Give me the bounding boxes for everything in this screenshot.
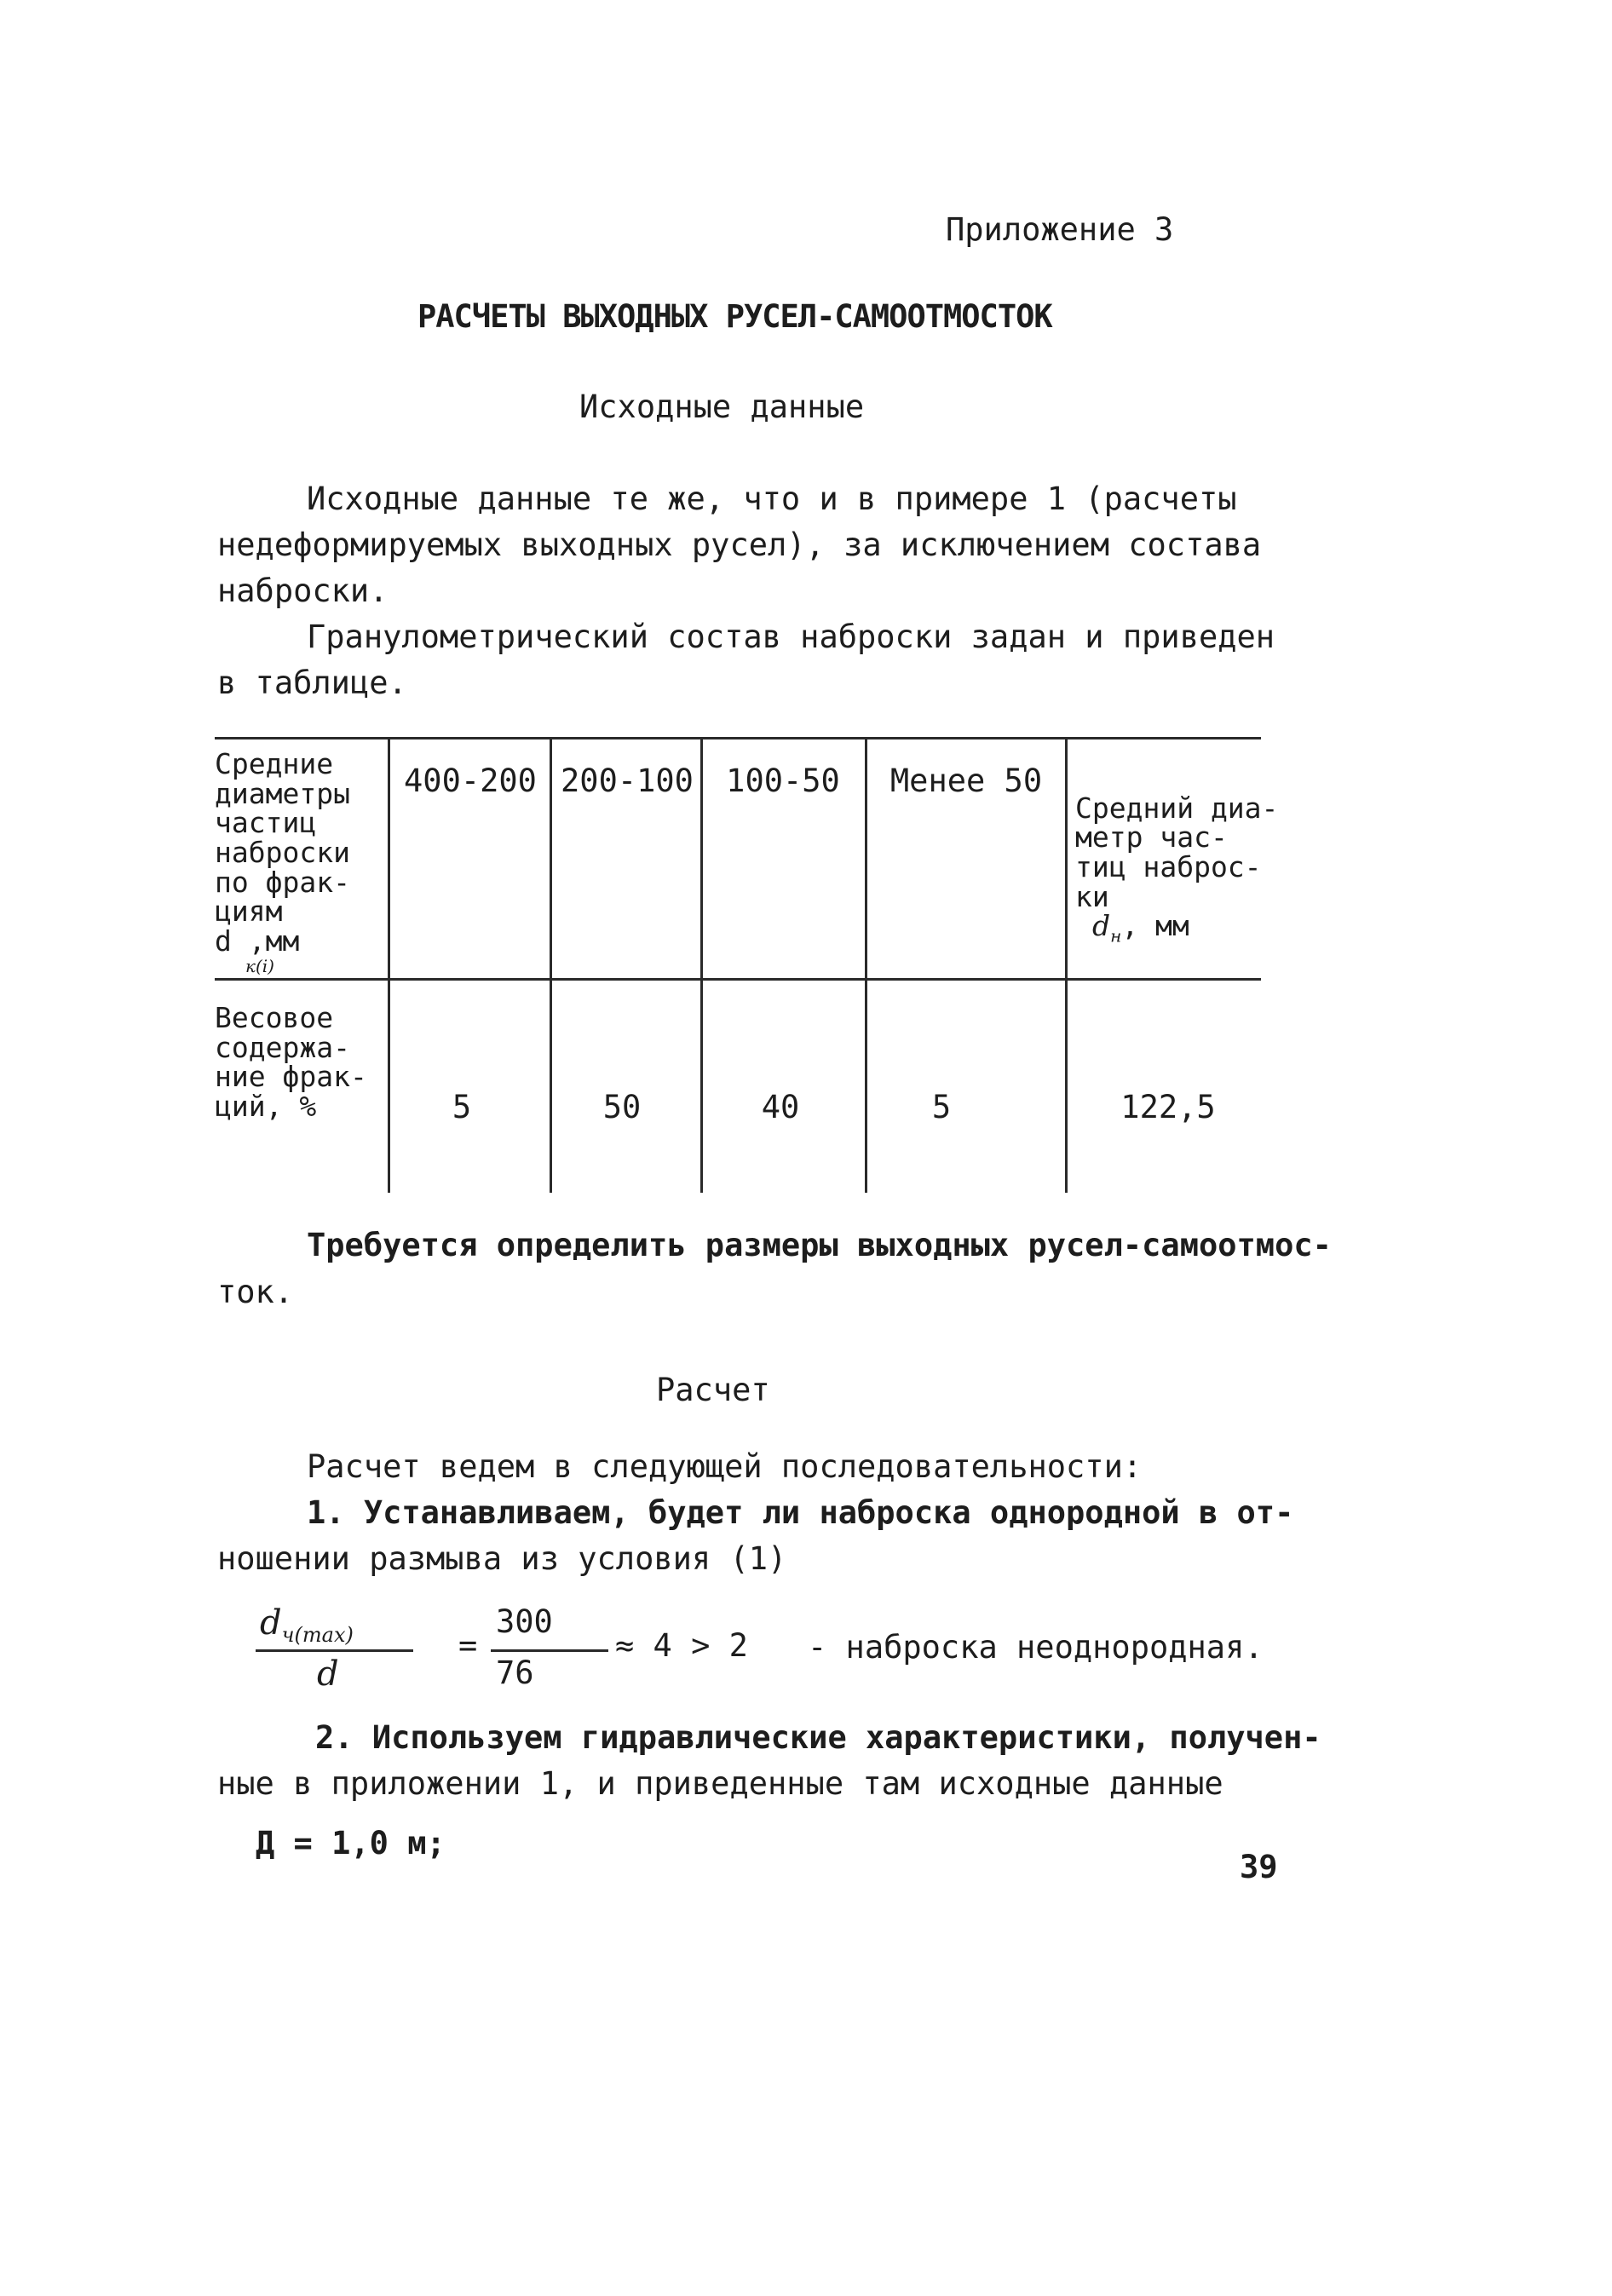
paragraph-line: 2. Используем гидравлические характеристики, получен- <box>315 1719 1321 1756</box>
given-depth: Д = 1,0 м; <box>256 1825 446 1862</box>
table-column-divider <box>865 737 867 1193</box>
paragraph-line: Исходные данные те же, что и в примере 1 (расчеты <box>307 480 1237 517</box>
formula-conclusion: - наброска неоднородная. <box>808 1629 1264 1666</box>
appendix-label: Приложение 3 <box>946 211 1174 248</box>
table-column-divider <box>388 737 390 1193</box>
formula-denominator-value: 76 <box>496 1654 534 1691</box>
table-middle-rule <box>215 978 1261 981</box>
formula-fraction-bar-right <box>491 1649 608 1652</box>
paragraph-line: недеформируемых выходных русел), за исключением состава <box>217 527 1262 563</box>
page-number: 39 <box>1240 1849 1278 1885</box>
mean-diameter-symbol: d <box>1092 909 1111 943</box>
table-header-mean-diameter <box>1075 764 1278 946</box>
formula-result: ≈ 4 > 2 <box>615 1627 748 1664</box>
table-header-fraction-1: 400-200 <box>404 762 537 799</box>
table-column-divider <box>1065 737 1068 1193</box>
paragraph-line: ношении размыва из условия (1) <box>217 1540 787 1577</box>
paragraph-line: Расчет ведем в следующей последовательности: <box>307 1448 1143 1485</box>
paragraph-line: наброски. <box>217 573 389 609</box>
mean-diameter-subscript: н <box>1110 925 1122 947</box>
paragraph-line: Требуется определить размеры выходных русел-самоотмос- <box>307 1227 1332 1263</box>
formula-denominator-symbol: d <box>317 1654 339 1694</box>
table-cell-weight-4: 5 <box>931 1089 952 1125</box>
table-cell-mean-diameter: 122,5 <box>1120 1089 1216 1125</box>
table-column-divider <box>550 737 552 1193</box>
paragraph-line: 1. Устанавливаем, будет ли наброска однородной в от- <box>307 1494 1294 1531</box>
paragraph-line: Гранулометрический состав наброски задан и приведен <box>307 619 1275 655</box>
section-heading-initial-data: Исходные данные <box>579 388 865 425</box>
section-heading-calculation: Расчет <box>656 1372 770 1408</box>
mean-diameter-unit: , мм <box>1121 909 1189 943</box>
table-cell-weight-3: 40 <box>761 1089 800 1125</box>
paragraph-line: ные в приложении 1, и приведенные там исходные данные <box>217 1765 1223 1802</box>
formula-numerator-symbol <box>260 1603 354 1647</box>
table-header-fraction-3: 100-50 <box>726 762 840 799</box>
paragraph-line: в таблице. <box>217 665 407 701</box>
table-cell-weight-1: 5 <box>452 1089 472 1125</box>
formula-numerator-d: d <box>260 1603 282 1643</box>
fraction-diameter-subscript: к(i) <box>245 956 274 976</box>
table-top-rule <box>215 737 1261 739</box>
table-cell-weight-2: 50 <box>602 1089 642 1125</box>
formula-numerator-subscript: ч(max) <box>281 1623 354 1647</box>
formula-equals: = <box>458 1627 478 1664</box>
formula-numerator-value: 300 <box>496 1603 553 1640</box>
table-row-header-weight: Весовое содержа- ние фрак- ций, % <box>215 1001 367 1123</box>
table-header-fraction-2: 200-100 <box>561 762 694 799</box>
formula-fraction-bar-left <box>256 1649 413 1652</box>
mean-diameter-label: Средний диа- метр час- тиц наброс- ки <box>1075 791 1279 913</box>
table-header-fraction-4: Менее 50 <box>889 762 1043 799</box>
table-column-divider <box>700 737 703 1193</box>
table-row-header-diameters: Средние диаметры частиц наброски по фрак- циям d ,мм <box>215 747 350 958</box>
paragraph-line: ток. <box>217 1274 294 1310</box>
page-title: РАСЧЕТЫ ВЫХОДНЫХ РУСЕЛ-САМООТМОСТОК <box>417 298 1052 335</box>
